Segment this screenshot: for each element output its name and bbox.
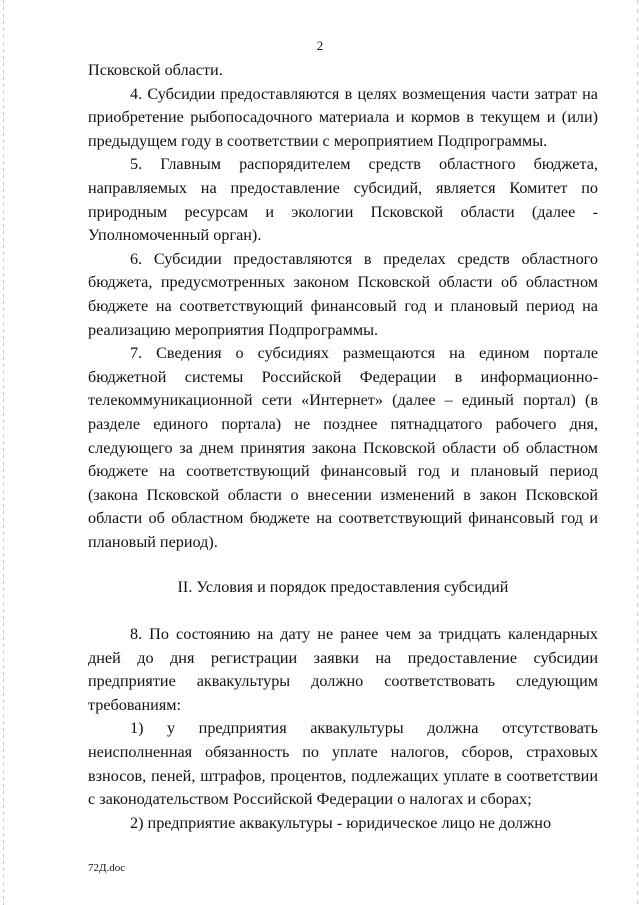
file-name-footer: 72Д.doc — [88, 862, 126, 874]
paragraph-8-item-1: 1) у предприятия аквакультуры должна отсутствовать неисполненная обязанность по уплате налогов, сборов, страховых взносов, пеней, штрафов, процентов, подлежащих уплате в соответствии с законодательством Российской Федерации о налогах и сборах; — [88, 719, 598, 809]
scan-edge-right — [637, 0, 638, 905]
section-heading: II. Условия и порядок предоставления субсидий — [177, 578, 509, 596]
page-number: 2 — [316, 38, 324, 53]
body-text-section-1 — [88, 59, 598, 554]
paragraph-7: 7. Сведения о субсидиях размещаются на едином портале бюджетной системы Российской Федерации в информационно-телекоммуникационной сети «Интернет» (далее – единый портал) (в разделе единого портала) не позднее пятнадцатого рабочего дня, следующего за днем принятия закона Псковской области об областном бюджете на соответствующий финансовый год и плановый период (закона Псковской области о внесении изменений в закон Псковской области об областном бюджете на соответствующий финансовый год и плановый период). — [88, 344, 598, 551]
body-text-section-2 — [88, 623, 598, 835]
paragraph-continuation: Псковской области. — [88, 61, 223, 79]
paragraph-8: 8. По состоянию на дату не ранее чем за тридцать календарных дней до дня регистрации заявки на предоставление субсидии предприятие аквакультуры должно соответствовать следующим требованиям: — [88, 625, 598, 714]
paragraph-5: 5. Главным распорядителем средств областного бюджета, направляемых на предоставление субсидий, является Комитет по природным ресурсам и экологии Псковской области (далее - Уполномоченный орган). — [88, 155, 598, 245]
paragraph-6: 6. Субсидии предоставляются в пределах средств областного бюджета, предусмотренных законом Псковской области об областном бюджете на соответствующий финансовый год и плановый период на реализацию мероприятия Подпрограммы. — [88, 249, 598, 339]
paragraph-8-item-2: 2) предприятие аквакультуры - юридическое лицо не должно — [130, 813, 552, 832]
scan-edge-left — [3, 0, 4, 905]
paragraph-4: 4. Субсидии предоставляются в целях возмещения части затрат на приобретение рыбопосадочного материала и кормов в текущем и (или) предыдущем году в соответствии с мероприятием Подпрограммы. — [88, 84, 598, 150]
